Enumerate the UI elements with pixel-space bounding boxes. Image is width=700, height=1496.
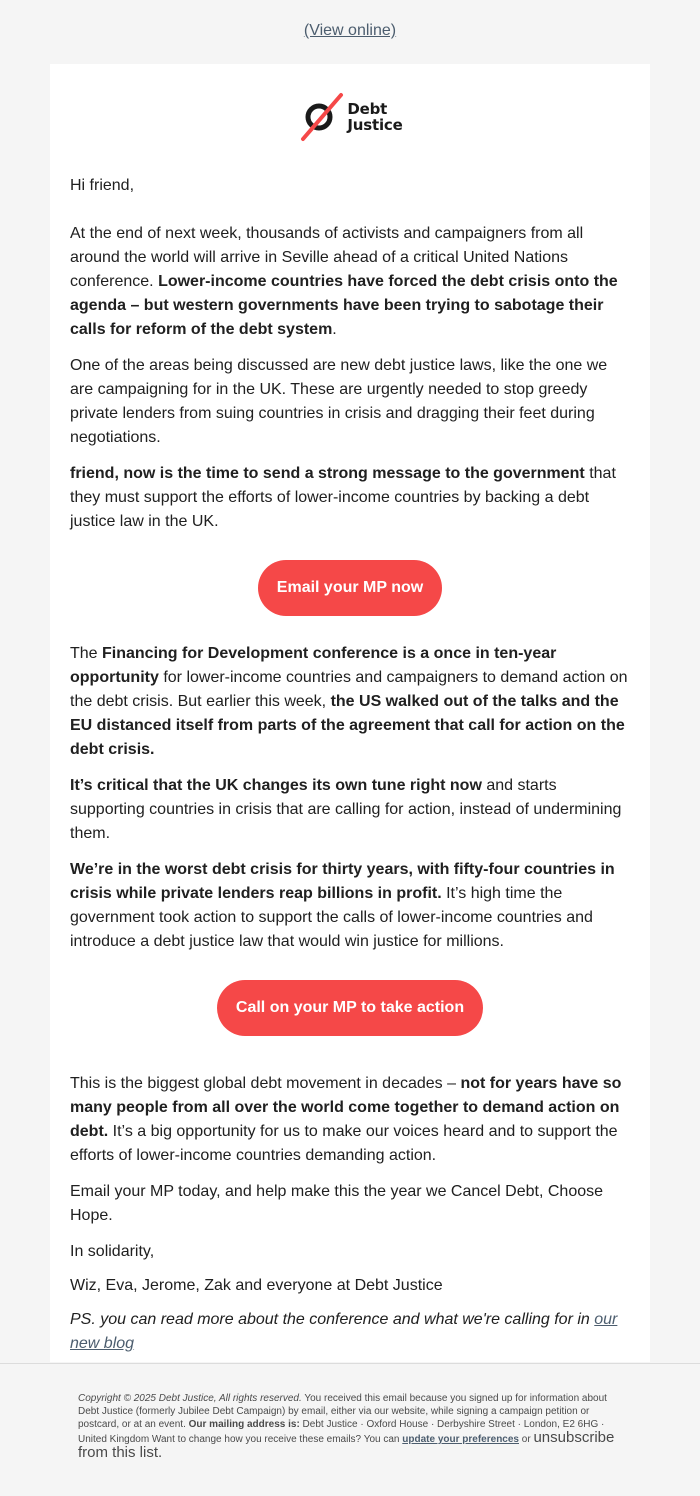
sign-off: In solidarity,: [70, 1243, 155, 1260]
footer: [0, 1363, 700, 1496]
logo-area: [70, 64, 630, 150]
slashed-circle-icon: [297, 92, 345, 142]
text-segment: for lower-income countries and campaigners to demand action on the debt crisis. But earlier this week,: [70, 669, 628, 710]
bold-text-segment: the US walked out of the talks and the EU distanced itself from parts of the agreement that call for action on the debt crisis.: [70, 693, 625, 758]
paragraph-email-today: Email your MP today, and help make this the year we Cancel Debt, Choose Hope.: [70, 1183, 604, 1224]
text-segment: and starts supporting countries in crisis that are calling for action, instead of undermining them.: [70, 777, 622, 842]
bold-text-segment: not for years have so many people from all over the world come together to demand action on debt.: [70, 1075, 622, 1140]
text-segment: .: [332, 321, 337, 338]
bold-text-segment: It’s critical that the UK changes its own tune right now: [70, 777, 482, 794]
paragraph-worst-crisis: [70, 858, 630, 954]
text-segment: or: [519, 1434, 534, 1445]
view-online-link[interactable]: (View online): [303, 22, 397, 39]
signature: Wiz, Eva, Jerome, Zak and everyone at Debt Justice: [70, 1277, 443, 1294]
text-segment: that they must support the efforts of lower-income countries by backing a debt justice law in the UK.: [70, 465, 616, 530]
text-segment: It’s a big opportunity for us to make our voices heard and to support the efforts of lower-income countries demanding action.: [70, 1123, 618, 1164]
update-preferences-link[interactable]: update your preferences: [402, 1434, 519, 1445]
bold-text-segment: We’re in the worst debt crisis for thirty years, with fifty-four countries in crisis while private lenders reap billions in profit.: [70, 861, 615, 902]
logo-wordmark: [347, 101, 402, 133]
address-text: Debt Justice · Oxford House · Derbyshire Street · London, E2 6HG · United Kingdom Want to change how you receive these emails? You can: [78, 1419, 605, 1445]
text-segment: This is the biggest global debt movement in decades –: [70, 1075, 461, 1092]
text-segment: .: [158, 1444, 163, 1461]
bold-text-segment: friend, now is the time to send a strong message to the government: [70, 465, 585, 482]
mailing-label: Our mailing address is:: [188, 1419, 300, 1430]
postscript: [70, 1308, 630, 1356]
debt-justice-logo[interactable]: [297, 92, 402, 142]
logo-word-justice: Justice: [347, 116, 403, 134]
paragraph-conference: [70, 642, 630, 762]
paragraph-intro: [70, 222, 630, 342]
paragraph-movement: [70, 1072, 630, 1168]
bold-text-segment: Lower-income countries have forced the debt crisis onto the agenda – but western governments have been trying to sabotage their calls for reform of the debt system: [70, 273, 618, 338]
blog-link[interactable]: our new blog: [70, 1311, 618, 1352]
bold-text-segment: Financing for Development conference is a once in ten-year opportunity: [70, 645, 557, 686]
text-segment: You received this email because you signed up for information about Debt Justice (formerly Jubilee Debt Campaign) by email, either via our website, while signing a campaign petition or postcard, or at an event.: [78, 1393, 607, 1430]
text-segment: It’s high time the government took action to support the calls of lower-income countries and introduce a debt justice law that would win justice for millions.: [70, 885, 593, 950]
email-card: [50, 64, 650, 1362]
text-segment: At the end of next week, thousands of activists and campaigners from all around the world will arrive in Seville ahead of a critical United Nations conference.: [70, 225, 584, 290]
cta-wrapper: [70, 560, 630, 616]
text-segment: PS. you can read more about the conference and what we're calling for in: [70, 1311, 595, 1328]
logo-word-debt: Debt: [347, 100, 388, 118]
paragraph-uk-tune: [70, 774, 630, 846]
text-segment: The: [70, 645, 103, 662]
call-mp-button[interactable]: Call on your MP to take action: [217, 980, 483, 1036]
email-mp-button[interactable]: Email your MP now: [258, 560, 442, 616]
paragraph-message: [70, 462, 630, 534]
paragraph-laws: One of the areas being discussed are new debt justice laws, like the one we are campaigning for in the UK. These are urgently needed to stop greedy private lenders from suing countries in crisis and dragging their feet during negotiations.: [70, 357, 608, 446]
cta-wrapper: [70, 980, 630, 1036]
copyright-text: Copyright © 2025 Debt Justice, All rights reserved.: [78, 1393, 302, 1404]
unsubscribe-link[interactable]: unsubscribe from this list: [78, 1429, 615, 1461]
view-online-bar: [0, 0, 700, 42]
footer-text: [78, 1392, 622, 1461]
greeting: Hi friend,: [70, 177, 135, 194]
